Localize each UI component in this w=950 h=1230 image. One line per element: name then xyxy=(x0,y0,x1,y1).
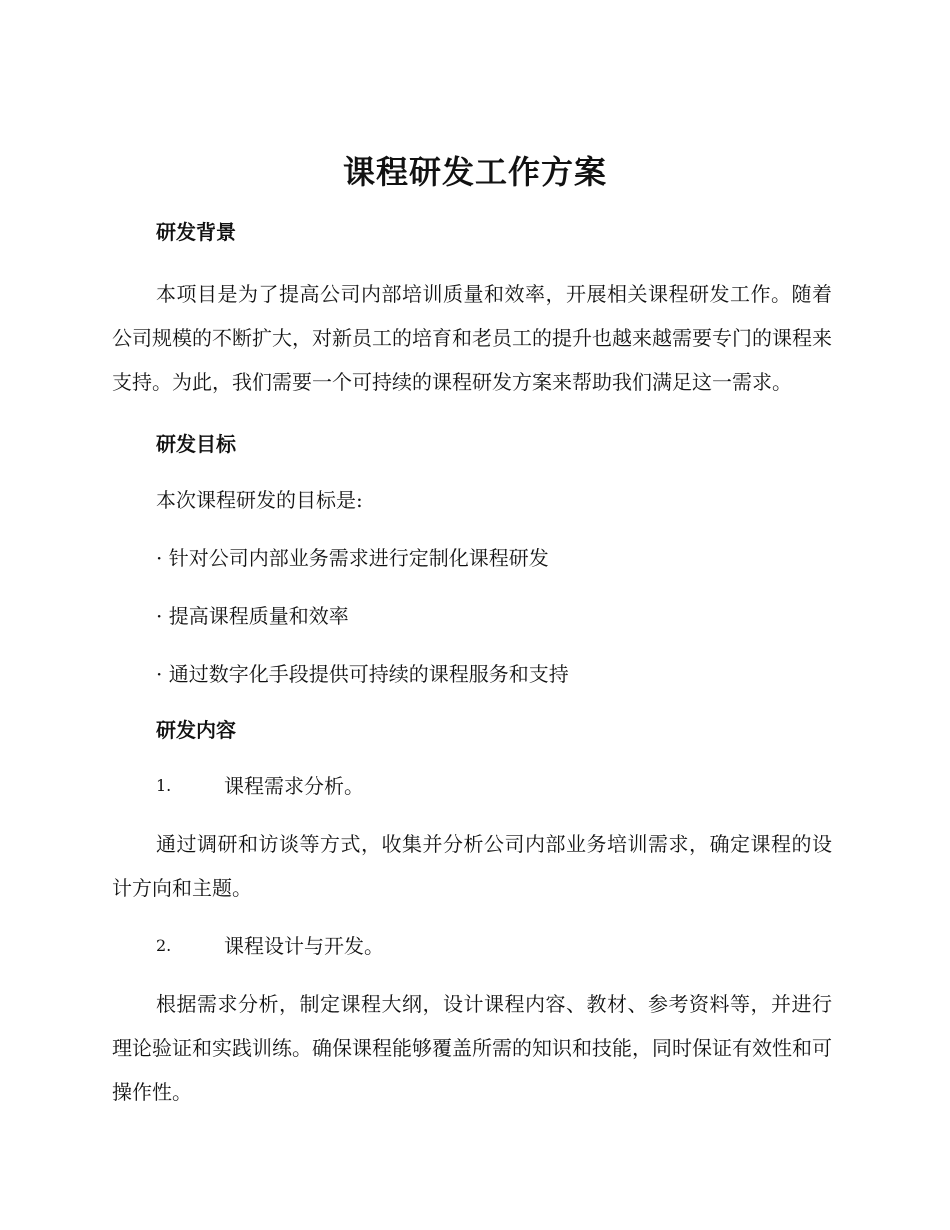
goal-item: · 提高课程质量和效率 xyxy=(156,604,349,628)
goal-item: · 通过数字化手段提供可持续的课程服务和支持 xyxy=(156,662,569,686)
section-heading-content: 研发内容 xyxy=(156,718,236,742)
document-title: 课程研发工作方案 xyxy=(342,153,607,191)
content-list-item xyxy=(112,764,832,808)
goals-intro: 本次课程研发的目标是: xyxy=(156,488,363,512)
content-list-item xyxy=(112,924,832,968)
goal-item: · 针对公司内部业务需求进行定制化课程研发 xyxy=(156,546,549,570)
content-item-description: 通过调研和访谈等方式，收集并分析公司内部业务培训需求，确定课程的设计方向和主题。 xyxy=(112,832,832,900)
content-item-description: 根据需求分析，制定课程大纲，设计课程内容、教材、参考资料等，并进行理论验证和实践训练。确保课程能够覆盖所需的知识和技能，同时保证有效性和可操作性。 xyxy=(112,992,832,1104)
section-heading-goals: 研发目标 xyxy=(156,432,236,456)
section-heading-background: 研发背景 xyxy=(156,220,236,244)
list-item-label: 课程需求分析。 xyxy=(224,774,364,798)
list-number: 1. xyxy=(156,776,172,795)
list-number: 2. xyxy=(156,936,172,955)
list-item-label: 课程设计与开发。 xyxy=(224,934,384,958)
document-body xyxy=(112,198,832,1114)
background-paragraph: 本项目是为了提高公司内部培训质量和效率，开展相关课程研发工作。随着公司规模的不断扩大，对新员工的培育和老员工的提升也越来越需要专门的课程来支持。为此，我们需要一个可持续的课程研发方案来帮助我们满足这一需求。 xyxy=(112,282,832,394)
